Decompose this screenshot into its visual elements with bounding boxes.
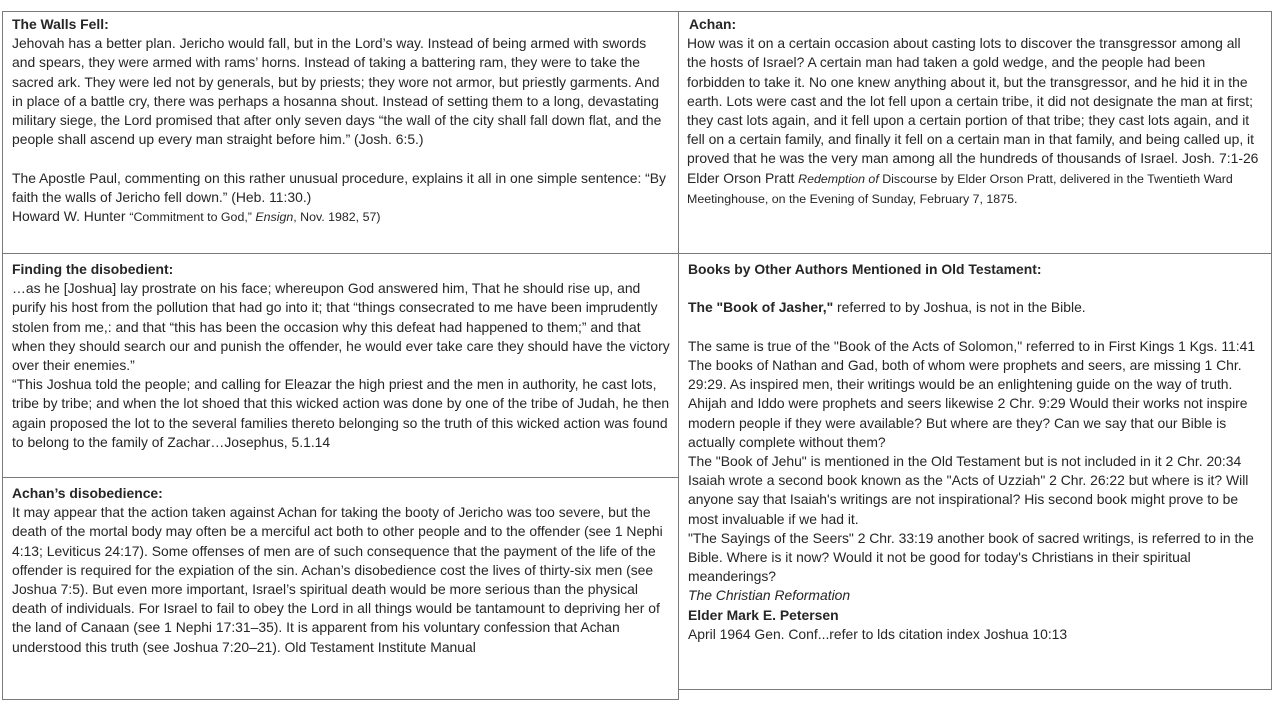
walls-fell-box [2,11,679,254]
walls-fell-paragraph: Jehovah has a better plan. Jericho would fall, but in the Lord’s way. Instead of being armed with swords and spears, they were armed with rams’ horns. Instead of taking a battering ram, they were to take the sacred ark. They were led not by generals, but by priests; they wore not armor, but priestly garments. And in place of a battle cry, there was perhaps a hosanna shout. Instead of setting them to a long, devastating military siege, the Lord promised that after only seven days “the wall of the city shall fall down flat, and the people shall ascend up every man straight before him.” (Josh. 6:5.) [12,35,662,148]
jasher-rest: referred to by Joshua, is not in the Bible. [833,299,1086,316]
achan-paragraph: How was it on a certain occasion about casting lots to discover the transgressor among all the hosts of Israel? A certain man had taken a gold wedge, and the people had been forbidden to take it. No one knew anything about it, but the transgressor, and he hid it in the earth. Lots were cast and the lot fell upon a certain tribe, it did not designate the man at first; they cast lots again, and it fell upon a certain portion of that tribe; they cast lots again, and it fell on a certain family, and finally it fell on a certain man in that family, and being called up, it proved that he was the very man among all the hundreds of thousands of Israel. Josh. 7:1-26 [687,35,1259,167]
pratt-cite-rest: Discourse by Elder Orson Pratt, delivered in the Twentieth Ward Meetinghouse, on the Evening of Sunday, February 7, 1875. [687,171,1233,206]
achans-disobedience-box [2,477,679,700]
pratt-citation [687,169,1263,209]
petersen-author: Elder Mark E. Petersen [688,606,839,623]
pratt-cite-italic: Redemption of [798,171,879,186]
achan-title: Achan: [689,16,737,32]
other-books-box [678,253,1272,690]
achans-disobedience-paragraph: It may appear that the action taken against Achan for taking the booty of Jericho was too severe, but the death of the mortal body may often be a merciful act both to other people and to the offender (see 1 Nephi 4:13; Leviticus 24:17). Some offenses of men are of such consequence that the payment of the life of the offender is required for the expiation of the sin. Achan’s disobedience cost the lives of thirty-six men (see Joshua 7:5). But even more important, Israel’s spiritual death would be more serious than the physical death of individuals. For Israel to fail to obey the Lord in all things would be tantamount to depriving her of the land of Canaan (see 1 Nephi 17:31–35). It is apparent from his voluntary confession that Achan understood this truth (see Joshua 7:20–21). Old Testament Institute Manual [12,504,663,655]
hunter-author: Howard W. Hunter [12,208,130,225]
ahijah-iddo-paragraph: Ahijah and Iddo were prophets and seers likewise 2 Chr. 9:29 Would their works not inspire modern people if they were available? But where are they? Can we say that our Bible is actually complete without them? [688,395,1248,450]
pratt-author: Elder Orson Pratt [687,169,799,186]
christian-reformation-line: The Christian Reformation [688,587,851,604]
general-conference-line: April 1964 Gen. Conf...refer to lds citation index Joshua 10:13 [688,625,1068,642]
walls-fell-title: The Walls Fell: [12,16,109,32]
jasher-line [688,298,1263,317]
hunter-citation [12,207,670,227]
hunter-cite-a: “Commitment to God,” [129,210,256,225]
achans-disobedience-title: Achan’s disobedience: [12,485,163,501]
finding-disobedient-title: Finding the disobedient: [12,261,174,277]
other-books-title: Books by Other Authors Mentioned in Old Testament: [688,261,1042,277]
finding-paragraph-2: “This Joshua told the people; and calling for Eleazar the high priest and the men in authority, he cast lots, tribe by tribe; and when the lot shoed that this wicked action was done by one of the tribe of Judah, he then again proposed the lot to the several families thereto belonging so the truth of this wicked action was found to belong to the family of Zachar…Josephus, 5.1.14 [12,376,670,450]
jasher-bold: The "Book of Jasher," [688,299,834,316]
finding-paragraph-1: …as he [Joshua] lay prostrate on his face; whereupon God answered him, That he should rise up, and purify his host from the pollution that had go into it; that “things consecrated to me have been imprudently stolen from me,: and that “this has been the occasion why this defeat had happened to them;” and that when they should search our and punish the offender, he would ever take care they should have the victory over their enemies.” [12,280,670,374]
nathan-gad-paragraph: The books of Nathan and Gad, both of whom were prophets and seers, are missing 1 Chr. 29:29. As inspired men, their writings would be an enlightening guide on the way of truth. [688,356,1242,393]
jehu-paragraph: The "Book of Jehu" is mentioned in the Old Testament but is not included in it 2 Chr. 20:34 Isaiah wrote a second book known as the "Acts of Uzziah" 2 Chr. 26:22 but where is it? Will anyone say that Isaiah's writings are not inspirational? His second book might prove to be most invaluable if we had it. [688,453,1249,527]
sayings-seers-paragraph: "The Sayings of the Seers" 2 Chr. 33:19 another book of sacred writings, is referred to in the Bible. Where is it now? Would it not be good for today's Christians in their spiritual meanderings? [688,529,1254,585]
hunter-cite-ensign: Ensign [255,210,294,225]
finding-disobedient-box [2,253,679,478]
hunter-cite-c: , Nov. 1982, 57) [293,210,381,225]
apostle-paul-paragraph: The Apostle Paul, commenting on this rather unusual procedure, explains it all in one simple sentence: “By faith the walls of Jericho fell down.” (Heb. 11:30.) [12,169,666,205]
achan-box [678,11,1272,254]
solomon-paragraph: The same is true of the "Book of the Acts of Solomon," referred to in First Kings 1 Kgs. 11:41 [688,337,1256,354]
